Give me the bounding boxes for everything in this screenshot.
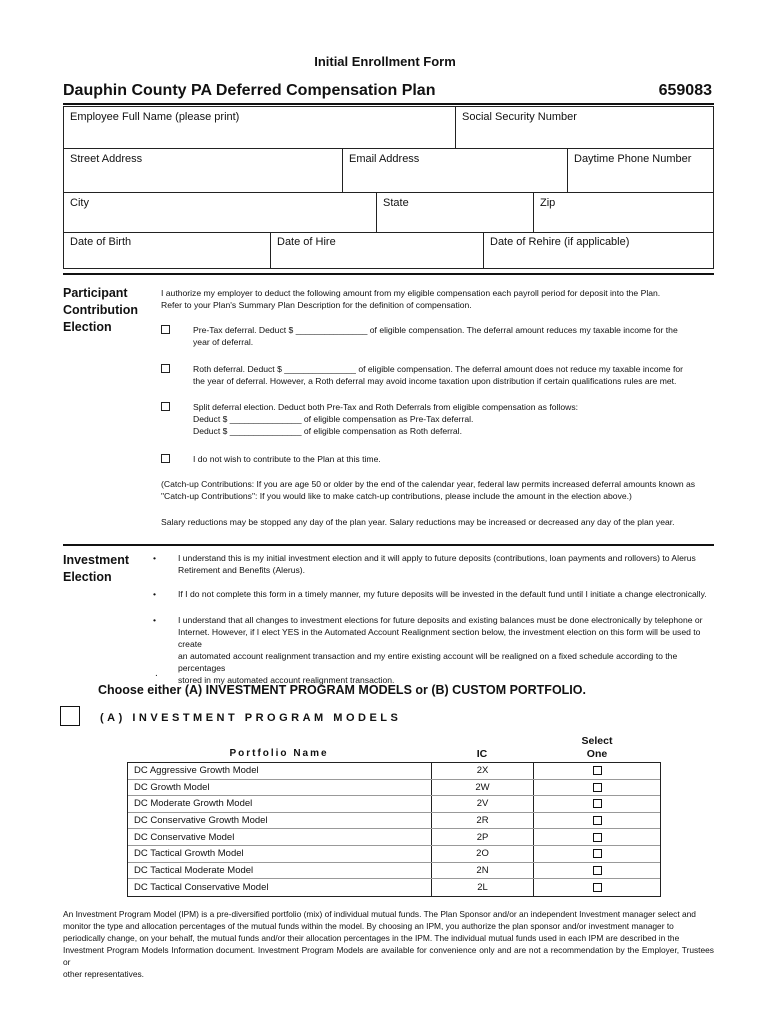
employee-name-field[interactable] [63,106,456,149]
portfolio-name-cell: DC Growth Model [128,780,432,796]
pretax-line-2: year of deferral. [193,337,254,347]
table-row [128,879,660,896]
split-checkbox[interactable] [161,402,170,411]
bullet-3-line-2: Internet. However, if I elect YES in the Automated Account Realignment section below, the investment election on this form will be used to create [178,627,701,649]
ic-cell: 2R [432,813,534,829]
city-label: City [70,197,89,209]
portfolio-name-cell: DC Aggressive Growth Model [128,763,432,779]
select-cell [534,813,660,829]
no-contribution-checkbox[interactable] [161,454,170,463]
pretax-line-1: Pre-Tax deferral. Deduct $ _______________ of eligible compensation. The deferral amount reduces my taxable income for the [193,325,678,335]
street-label: Street Address [70,153,143,165]
bullet-3-line-1: I understand that all changes to investment elections for future deposits and existing balances must be done electronically by telephone or [178,615,703,625]
col-select-line-2: One [586,748,608,760]
roth-checkbox[interactable] [161,364,170,373]
participant-heading-line-3: Election [63,320,112,334]
no-contribution-text: I do not wish to contribute to the Plan at this time. [193,454,381,464]
participant-heading-line-1: Participant [63,286,128,300]
choose-instruction: Choose either (A) INVESTMENT PROGRAM MODELS or (B) CUSTOM PORTFOLIO. [98,683,586,697]
ipm-heading: (A) INVESTMENT PROGRAM MODELS [100,712,402,724]
bullet-3: • [153,615,157,625]
bullet-3-line-4: stored in my automated account realignment transaction. [178,675,395,685]
select-checkbox[interactable] [593,783,602,792]
roth-line-1: Roth deferral. Deduct $ _______________ of eligible compensation. The deferral amount does not reduce my taxable income for [193,364,683,374]
investment-bullet-1 [178,552,714,576]
ic-cell: 2N [432,863,534,879]
bullet-1-line-1: I understand this is my initial investment election and it will apply to future deposits (contributions, loan payments and rollovers) to Alerus [178,553,696,563]
select-checkbox[interactable] [593,833,602,842]
table-row [128,780,660,797]
table-row [128,829,660,846]
phone-label: Daytime Phone Number [574,153,692,165]
ic-cell: 2P [432,829,534,845]
bullet-1: • [153,553,157,563]
table-row [128,813,660,830]
ipm-description [63,908,714,980]
portfolio-name-cell: DC Tactical Moderate Model [128,863,432,879]
portfolio-name-cell: DC Moderate Growth Model [128,796,432,812]
catchup-line-2: "Catch-up Contributions": If you would like to make catch-up contributions, please include the amount in the election above.) [161,491,632,501]
select-cell [534,780,660,796]
select-cell [534,846,660,862]
split-option-text [193,401,714,437]
investment-bullet-3 [178,614,714,686]
catchup-line-1: (Catch-up Contributions: If you are age 50 or older by the end of the calendar year, federal law permits increased deferral amounts known as [161,479,696,489]
doh-label: Date of Hire [277,236,336,248]
participant-heading [63,285,138,336]
select-cell [534,763,660,779]
investment-heading-line-1: Investment [63,553,129,567]
select-checkbox[interactable] [593,883,602,892]
select-cell [534,796,660,812]
table-row [128,846,660,863]
street-field[interactable] [63,148,343,193]
header-divider [63,103,714,105]
investment-heading-line-2: Election [63,570,112,584]
split-line-2: Deduct $ _______________ of eligible compensation as Pre-Tax deferral. [193,414,474,424]
ssn-field[interactable] [455,106,714,149]
table-row [128,796,660,813]
pretax-option-text [193,324,714,348]
ssn-label: Social Security Number [462,111,577,123]
select-cell [534,863,660,879]
select-checkbox[interactable] [593,766,602,775]
select-checkbox[interactable] [593,849,602,858]
stray-dot: . [155,668,158,679]
dor-label: Date of Rehire (if applicable) [490,236,630,248]
state-label: State [383,197,409,209]
intro-line-2: Refer to your Plan's Summary Plan Description for the definition of compensation. [161,300,472,310]
plan-title: Dauphin County PA Deferred Compensation Plan [63,82,436,99]
dob-field[interactable] [63,232,271,269]
intro-line-1: I authorize my employer to deduct the following amount from my eligible compensation each payroll period for deposit into the Plan. [161,288,661,298]
bullet-2: • [153,589,157,599]
roth-option-text [193,363,714,387]
bullet-1-line-2: Retirement and Benefits (Alerus). [178,565,306,575]
section-divider-2 [63,544,714,546]
zip-label: Zip [540,197,556,209]
participant-intro [161,287,714,311]
select-cell [534,829,660,845]
split-line-1: Split deferral election. Deduct both Pre-Tax and Roth Deferrals from eligible compensation as follows: [193,402,578,412]
participant-heading-line-2: Contribution [63,303,138,317]
select-checkbox[interactable] [593,799,602,808]
city-field[interactable] [63,192,377,233]
ic-cell: 2V [432,796,534,812]
ipm-checkbox[interactable] [60,706,80,726]
state-field[interactable] [376,192,534,233]
footer-line-4: Investment Program Models Information document. Investment Program Models are available for convenience only and are not a recommendation by the Employer, Trustees or [63,945,714,967]
phone-field[interactable] [567,148,714,193]
salary-text: Salary reductions may be stopped any day of the plan year. Salary reductions may be increased or decreased any day of the plan year. [161,517,675,527]
section-divider-1 [63,273,714,275]
bullet-3-line-3: an automated account realignment transaction and my entire existing account will be realigned on a fixed schedule according to the percentages [178,651,678,673]
select-checkbox[interactable] [593,816,602,825]
col-select-line-1: Select [581,735,613,747]
split-line-3: Deduct $ _______________ of eligible compensation as Roth deferral. [193,426,462,436]
portfolio-table [127,762,661,897]
email-label: Email Address [349,153,420,165]
portfolio-name-cell: DC Tactical Conservative Model [128,879,432,896]
ic-cell: 2L [432,879,534,896]
pretax-checkbox[interactable] [161,325,170,334]
col-ic: IC [476,748,488,760]
employee-name-label: Employee Full Name (please print) [70,111,240,123]
roth-line-2: the year of deferral. However, a Roth deferral may avoid income taxation upon distribution if certain qualifications rules are met. [193,376,677,386]
footer-line-3: periodically change, on your behalf, the mutual funds and/or their allocation percentages in the IPM. The individual mutual funds used in each IPM are described in the [63,933,680,943]
doh-field[interactable] [270,232,484,269]
email-field[interactable] [342,148,568,193]
footer-line-5: other representatives. [63,969,145,979]
footer-line-2: monitor the type and allocation percentages of the mutual funds within the model. By choosing an IPM, you authorize the plan sponsor and/or investment manager to [63,921,674,931]
col-select [533,735,661,761]
investment-bullet-2: If I do not complete this form in a timely manner, my future deposits will be invested in the default fund until I initiate a change electronically. [178,589,707,599]
ic-cell: 2O [432,846,534,862]
select-checkbox[interactable] [593,866,602,875]
ic-cell: 2W [432,780,534,796]
portfolio-name-cell: DC Conservative Model [128,829,432,845]
portfolio-name-cell: DC Tactical Growth Model [128,846,432,862]
ic-cell: 2X [432,763,534,779]
portfolio-name-cell: DC Conservative Growth Model [128,813,432,829]
select-cell [534,879,660,896]
zip-field[interactable] [533,192,714,233]
footer-line-1: An Investment Program Model (IPM) is a pre-diversified portfolio (mix) of individual mutual funds. The Plan Sponsor and/or an independent Investment manager select and [63,909,696,919]
table-row [128,763,660,780]
plan-number: 659083 [658,82,712,99]
catchup-text [161,478,714,502]
dor-field[interactable] [483,232,714,269]
dob-label: Date of Birth [70,236,132,248]
form-title: Initial Enrollment Form [314,54,456,69]
investment-heading [63,552,129,586]
table-row [128,863,660,880]
col-portfolio-name: Portfolio Name [229,748,329,759]
